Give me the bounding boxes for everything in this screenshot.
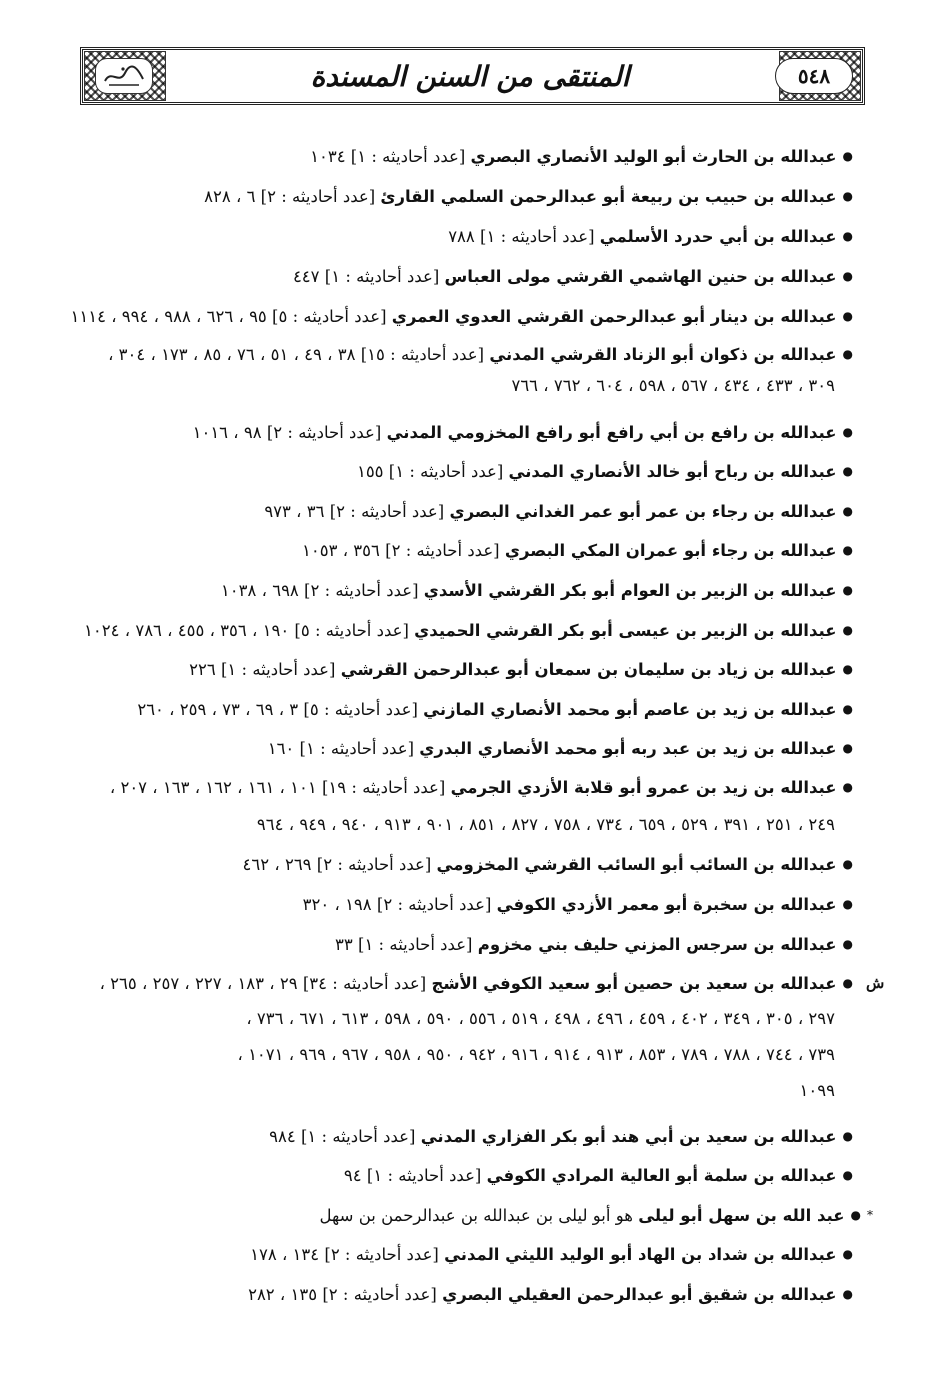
narrator-name: عبدالله بن سخبرة أبو معمر الأزدي الكوفي xyxy=(496,895,837,914)
narrator-name: عبدالله بن حنين الهاشمي القرشي مولى العباس xyxy=(444,267,837,286)
hadith-refs: [عدد أحاديثه : ٢] ١٣٤ ، ١٧٨ xyxy=(250,1245,439,1264)
hadith-refs: [عدد أحاديثه : ٢] ٩٨ ، ١٠١٦ xyxy=(192,423,382,442)
list-item xyxy=(84,618,853,643)
hadith-refs: [عدد أحاديثه : ٥] ١٩٠ ، ٣٥٦ ، ٤٥٥ ، ٧٨٦ ، ١٠٢٤ xyxy=(84,621,409,640)
list-item xyxy=(302,538,853,563)
list-item xyxy=(264,499,853,524)
list-item xyxy=(189,657,853,682)
narrator-name: عبدالله بن شداد بن الهاد أبو الوليد الليثي المدني xyxy=(444,1245,837,1264)
narrator-name: عبدالله بن السائب أبو السائب القرشي المخزومي xyxy=(436,855,837,874)
bullet-icon: ● xyxy=(842,189,853,203)
running-title: المنتقى من السنن المسندة xyxy=(310,59,630,93)
narrator-name: عبد الله بن سهل أبو ليلى xyxy=(638,1206,845,1225)
hadith-refs: [عدد أحاديثه : ٢] ١٩٨ ، ٣٢٠ xyxy=(302,895,492,914)
hadith-refs: [عدد أحاديثه : ١٩] ١٠١ ، ١٦١ ، ١٦٢ ، ١٦٣ ، ٢٠٧ ، xyxy=(109,778,446,797)
list-item xyxy=(335,932,853,957)
hadith-refs: [عدد أحاديثه : ١٥] ٣٨ ، ٤٩ ، ٥١ ، ٧٦ ، ٨٥ ، ١٧٣ ، ٣٠٤ ، xyxy=(108,345,485,364)
list-item-cross-reference xyxy=(320,1203,873,1228)
bullet-icon: ● xyxy=(842,662,853,676)
narrator-name: عبدالله بن سعيد بن أبي هند أبو بكر الفزاري المدني xyxy=(420,1127,837,1146)
narrator-name: عبدالله بن الزبير بن عيسى أبو بكر القرشي الحميدي xyxy=(414,621,837,640)
hadith-refs-continued: ٢٩٧ ، ٣٠٥ ، ٣٤٩ ، ٤٠٢ ، ٤٥٩ ، ٤٩٦ ، ٤٩٨ ، ٥١٩ ، ٥٥٦ ، ٥٩٠ ، ٥٩٨ ، ٦١٣ ، ٦٧١ ، ٧٣٦ ، xyxy=(246,1009,835,1028)
narrator-name: عبدالله بن دينار أبو عبدالرحمن القرشي العدوي العمري xyxy=(391,307,837,326)
bullet-icon: ● xyxy=(842,1168,853,1182)
hadith-refs: [عدد أحاديثه : ١] ١٠٣٤ xyxy=(310,147,466,166)
hadith-refs: [عدد أحاديثه : ٣٤] ٢٩ ، ١٨٣ ، ٢٢٧ ، ٢٥٧ ، ٢٦٥ ، xyxy=(99,974,427,993)
narrator-name: عبدالله بن زيد بن عبد ربه أبو محمد الأنصاري البدري xyxy=(419,739,837,758)
narrator-name: عبدالله بن رافع بن أبي رافع أبو رافع المخزومي المدني xyxy=(386,423,837,442)
hadith-refs-continued: ٢٤٩ ، ٢٥١ ، ٣٩١ ، ٥٢٩ ، ٦٥٩ ، ٧٣٤ ، ٧٥٨ ، ٨٢٧ ، ٨٥١ ، ٩٠١ ، ٩١٣ ، ٩٤٠ ، ٩٤٩ ، ٩٦٤ xyxy=(256,815,835,834)
narrator-name: عبدالله بن رجاء بن عمر أبو عمر الغداني البصري xyxy=(449,502,837,521)
hadith-refs: [عدد أحاديثه : ٢] ٢٦٩ ، ٤٦٢ xyxy=(242,855,432,874)
list-item xyxy=(71,304,853,329)
bullet-icon: ● xyxy=(842,702,853,716)
list-item xyxy=(193,420,853,445)
list-item xyxy=(248,1282,853,1307)
hadith-refs: [عدد أحاديثه : ٥] ٩٥ ، ٦٢٦ ، ٩٨٨ ، ٩٩٤ ، ١١١٤ xyxy=(70,307,387,326)
bullet-icon: ● xyxy=(842,149,853,163)
page-number: ٥٤٨ xyxy=(775,58,853,94)
bullet-icon: ● xyxy=(842,583,853,597)
narrator-name: عبدالله بن ذكوان أبو الزناد القرشي المدني xyxy=(489,345,837,364)
bullet-icon: ● xyxy=(842,543,853,557)
bullet-icon: ● xyxy=(842,897,853,911)
list-item xyxy=(250,1242,853,1267)
list-item xyxy=(221,578,853,603)
cross-reference-note: هو أبو ليلى بن عبدالله بن عبدالرحمن بن سهل xyxy=(319,1206,633,1225)
list-item xyxy=(110,775,853,800)
narrator-name: عبدالله بن زياد بن سليمان بن سمعان أبو عبدالرحمن القرشي xyxy=(340,660,837,679)
hadith-refs: [عدد أحاديثه : ١] ٣٣ xyxy=(335,935,473,954)
bullet-icon: ● xyxy=(842,741,853,755)
hadith-refs: [عدد أحاديثه : ٢] ١٣٥ ، ٢٨٢ xyxy=(248,1285,437,1304)
narrator-name: عبدالله بن رباح أبو خالد الأنصاري المدني xyxy=(508,462,837,481)
hadith-refs: [عدد أحاديثه : ١] ٢٢٦ xyxy=(189,660,336,679)
narrator-name: عبدالله بن الحارث أبو الوليد الأنصاري البصري xyxy=(470,147,837,166)
bullet-icon: ● xyxy=(842,1287,853,1301)
hadith-refs: [عدد أحاديثه : ١] ٩٨٤ xyxy=(269,1127,416,1146)
hadith-refs: [عدد أحاديثه : ١] ٧٨٨ xyxy=(448,227,595,246)
entry-marker: ش xyxy=(866,974,885,992)
bullet-icon: ● xyxy=(842,937,853,951)
bullet-icon: ● xyxy=(842,857,853,871)
bullet-icon: ● xyxy=(842,504,853,518)
bullet-icon: ● xyxy=(842,347,853,361)
bullet-icon: ● xyxy=(842,229,853,243)
list-item xyxy=(303,892,853,917)
hadith-refs: [عدد أحاديثه : ٢] ٣٥٦ ، ١٠٥٣ xyxy=(302,541,500,560)
narrator-name: عبدالله بن الزبير بن العوام أبو بكر القرشي الأسدي xyxy=(423,581,837,600)
hadith-refs: [عدد أحاديثه : ٢] ٦ ، ٨٢٨ xyxy=(204,187,376,206)
hadith-refs: [عدد أحاديثه : ٢] ٦٩٨ ، ١٠٣٨ xyxy=(220,581,419,600)
hadith-refs: [عدد أحاديثه : ٢] ٣٦ ، ٩٧٣ xyxy=(264,502,445,521)
list-item xyxy=(310,144,853,169)
hadith-refs-continued: ٣٠٩ ، ٤٣٣ ، ٤٣٤ ، ٥٦٧ ، ٥٩٨ ، ٦٠٤ ، ٧٦٢ ، ٧٦٦ xyxy=(511,376,835,395)
narrator-name: عبدالله بن رجاء أبو عمران المكي البصري xyxy=(504,541,837,560)
list-item xyxy=(357,459,853,484)
hadith-refs: [عدد أحاديثه : ١] ١٦٠ xyxy=(267,739,415,758)
list-item xyxy=(137,697,853,722)
list-item xyxy=(108,342,853,367)
bullet-icon: ● xyxy=(842,269,853,283)
narrator-name: عبدالله بن حبيب بن ربيعة أبو عبدالرحمن السلمي القارئ xyxy=(380,187,837,206)
hadith-refs-continued: ٧٣٩ ، ٧٤٤ ، ٧٨٨ ، ٧٨٩ ، ٨٥٣ ، ٩١٣ ، ٩١٤ ، ٩١٦ ، ٩٤٢ ، ٩٥٠ ، ٩٥٨ ، ٩٦٧ ، ٩٦٩ ، ١٠٧١ ، xyxy=(237,1045,835,1064)
list-item xyxy=(293,264,853,289)
bullet-icon: ● xyxy=(842,464,853,478)
list-item xyxy=(268,736,853,761)
bullet-icon: ● xyxy=(842,425,853,439)
narrator-name: عبدالله بن شقيق أبو عبدالرحمن العقيلي البصري xyxy=(442,1285,837,1304)
list-item xyxy=(448,224,853,249)
bullet-icon: ● xyxy=(842,976,853,990)
bullet-icon: ● xyxy=(842,780,853,794)
hadith-refs: [عدد أحاديثه : ٥] ٣ ، ٦٩ ، ٧٣ ، ٢٥٩ ، ٢٦٠ xyxy=(137,700,418,719)
list-item xyxy=(100,971,853,996)
list-item xyxy=(243,852,853,877)
bullet-icon: ● xyxy=(842,1247,853,1261)
hadith-refs-continued: ١٠٩٩ xyxy=(799,1081,835,1100)
narrator-name: عبدالله بن زيد بن عاصم أبو محمد الأنصاري المازني xyxy=(423,700,837,719)
asterisk-icon: * xyxy=(867,1208,873,1222)
bullet-icon: ● xyxy=(842,1129,853,1143)
narrator-name: عبدالله بن سعيد بن حصين أبو سعيد الكوفي الأشج xyxy=(431,974,837,993)
narrator-name: عبدالله بن سرجس المزني حليف بني مخزوم xyxy=(477,935,837,954)
list-item xyxy=(204,184,853,209)
narrator-name: عبدالله بن زيد بن عمرو أبو قلابة الأزدي الجرمي xyxy=(450,778,837,797)
bullet-icon: ● xyxy=(850,1208,861,1222)
bullet-icon: ● xyxy=(842,309,853,323)
bullet-icon: ● xyxy=(842,623,853,637)
narrator-name: عبدالله بن أبي حدرد الأسلمي xyxy=(599,227,837,246)
hadith-refs: [عدد أحاديثه : ١] ٩٤ xyxy=(343,1166,482,1185)
hadith-refs: [عدد أحاديثه : ١] ٤٤٧ xyxy=(292,267,440,286)
narrator-name: عبدالله بن سلمة أبو العالية المرادي الكوفي xyxy=(486,1166,837,1185)
list-item xyxy=(344,1163,853,1188)
hadith-refs: [عدد أحاديثه : ١] ١٥٥ xyxy=(356,462,504,481)
list-item xyxy=(269,1124,853,1149)
